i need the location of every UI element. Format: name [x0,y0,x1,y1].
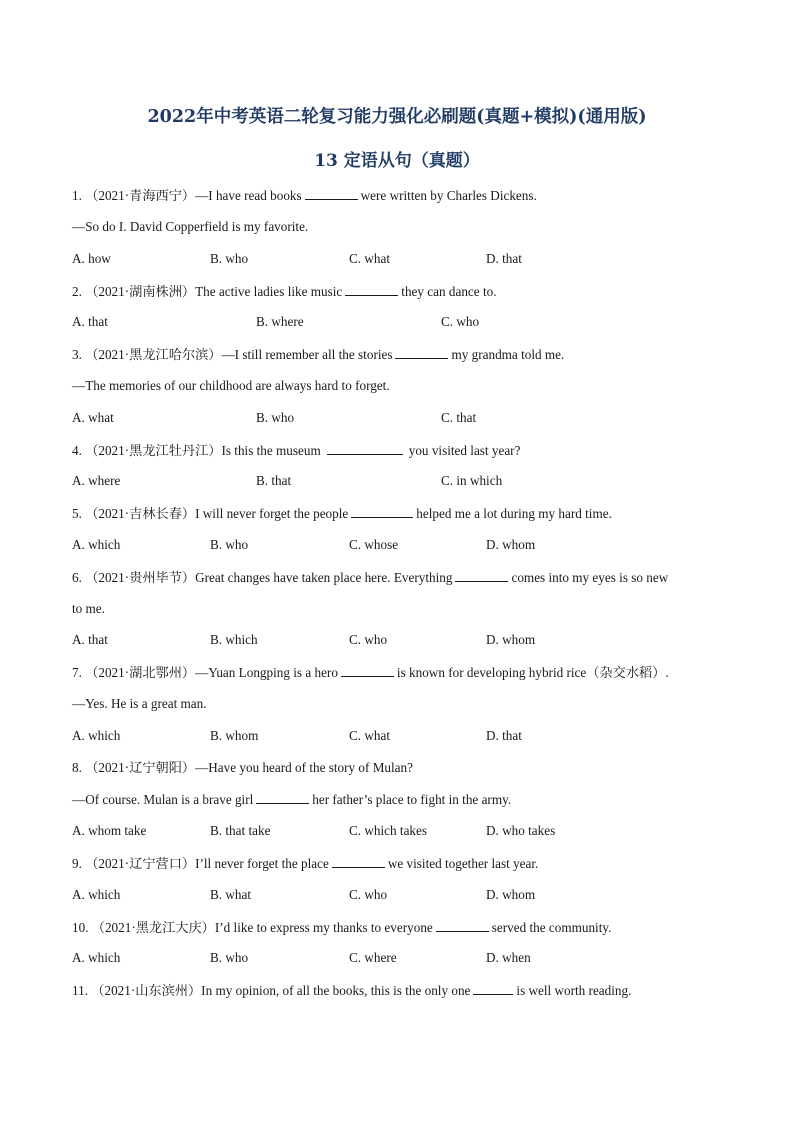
document-title: 2022年中考英语二轮复习能力强化必刷题(真题+模拟)(通用版) [147,107,647,127]
option-b: B. whom [210,728,259,743]
question-11-text-a: 11. （2021·山东滨州）In my opinion, of all the books, this is the only one [72,983,471,998]
question-4 [72,442,520,459]
answer-blank [473,982,513,995]
option-c: C. what [349,251,391,266]
question-1-text-b: were written by Charles Dickens. [360,188,537,203]
answer-blank [341,664,394,677]
question-8-dialogue [72,791,511,808]
option-a: A. how [72,251,111,266]
question-10-text-b: served the community. [491,920,612,935]
option-b: B. who [256,410,295,425]
option-d: D. whom [486,632,536,647]
option-a: A. that [72,314,108,329]
question-5-text-a: 5. （2021·吉林长春）I will never forget the people [72,506,349,521]
option-b: B. who [210,950,249,965]
option-d: D. whom [486,537,536,552]
answer-blank [256,791,309,804]
question-6-text-a: 6. （2021·贵州毕节）Great changes have taken place here. Everything [72,570,453,585]
option-a: A. which [72,728,121,743]
question-10 [72,919,611,936]
option-a: A. which [72,537,121,552]
question-2 [72,283,497,300]
question-7 [72,664,669,681]
answer-blank [395,346,448,359]
option-c: C. what [349,728,391,743]
question-5 [72,505,612,522]
question-7-text-b: is known for developing hybrid rice（杂交水稻）. [396,665,669,680]
question-4-text-a: 4. （2021·黑龙江牡丹江）Is this the museum [72,443,321,458]
option-b: B. which [210,632,258,647]
question-7-text-a: 7. （2021·湖北鄂州）—Yuan Longping is a hero [72,665,338,680]
option-a: A. which [72,887,121,902]
question-2-text-a: 2. （2021·湖南株洲）The active ladies like music [72,284,343,299]
option-c: C. whose [349,537,399,552]
option-b: B. what [210,887,252,902]
answer-blank [332,855,385,868]
answer-blank [351,505,413,518]
option-c: C. who [441,314,480,329]
option-c: C. where [349,950,397,965]
option-a: A. which [72,950,121,965]
option-b: B. who [210,537,249,552]
question-3 [72,346,564,363]
question-7-dialogue: —Yes. He is a great man. [72,696,207,711]
option-c: C. which takes [349,823,428,838]
question-5-text-b: helped me a lot during my hard time. [416,506,612,521]
question-9-text-b: we visited together last year. [387,856,539,871]
option-a: A. that [72,632,108,647]
option-b: B. that take [210,823,271,838]
option-b: B. who [210,251,249,266]
answer-blank [327,442,403,455]
question-10-text-a: 10. （2021·黑龙江大庆）I’d like to express my thanks to everyone [72,920,433,935]
question-1 [72,187,537,204]
question-3-text-a: 3. （2021·黑龙江哈尔滨）—I still remember all the stories [72,347,393,362]
answer-blank [455,569,508,582]
question-6-text-b: comes into my eyes is so new [511,570,669,585]
question-8-text-b: her father’s place to fight in the army. [312,792,512,807]
question-2-text-b: they can dance to. [401,284,497,299]
question-11 [72,982,631,999]
question-1-dialogue: —So do I. David Copperfield is my favorite. [72,219,309,234]
question-6 [72,569,668,586]
answer-blank [436,919,489,932]
question-3-dialogue: —The memories of our childhood are always hard to forget. [72,378,390,393]
option-d: D. whom [486,887,536,902]
question-6-continued: to me. [72,601,105,616]
option-a: A. where [72,473,121,488]
option-a: A. what [72,410,114,425]
question-1-text-a: 1. （2021·青海西宁）—I have read books [72,188,302,203]
option-d: D. that [486,251,522,266]
option-c: C. that [441,410,477,425]
question-9 [72,855,538,872]
option-b: B. that [256,473,292,488]
question-8-text-a: —Of course. Mulan is a brave girl [72,792,254,807]
question-11-text-b: is well worth reading. [516,983,632,998]
answer-blank [305,187,358,200]
option-c: C. in which [441,473,503,488]
question-4-text-b: you visited last year? [408,443,521,458]
question-8 [72,760,413,776]
answer-blank [345,283,398,296]
question-3-text-b: my grandma told me. [451,347,565,362]
option-a: A. whom take [72,823,147,838]
option-d: D. who takes [486,823,556,838]
option-c: C. who [349,632,388,647]
option-b: B. where [256,314,304,329]
option-d: D. when [486,950,531,965]
option-c: C. who [349,887,388,902]
question-9-text-a: 9. （2021·辽宁营口）I’ll never forget the place [72,856,329,871]
question-8-text: 8. （2021·辽宁朝阳）—Have you heard of the story of Mulan? [72,760,413,775]
section-subtitle: 13 定语从句（真题） [314,151,480,171]
option-d: D. that [486,728,522,743]
